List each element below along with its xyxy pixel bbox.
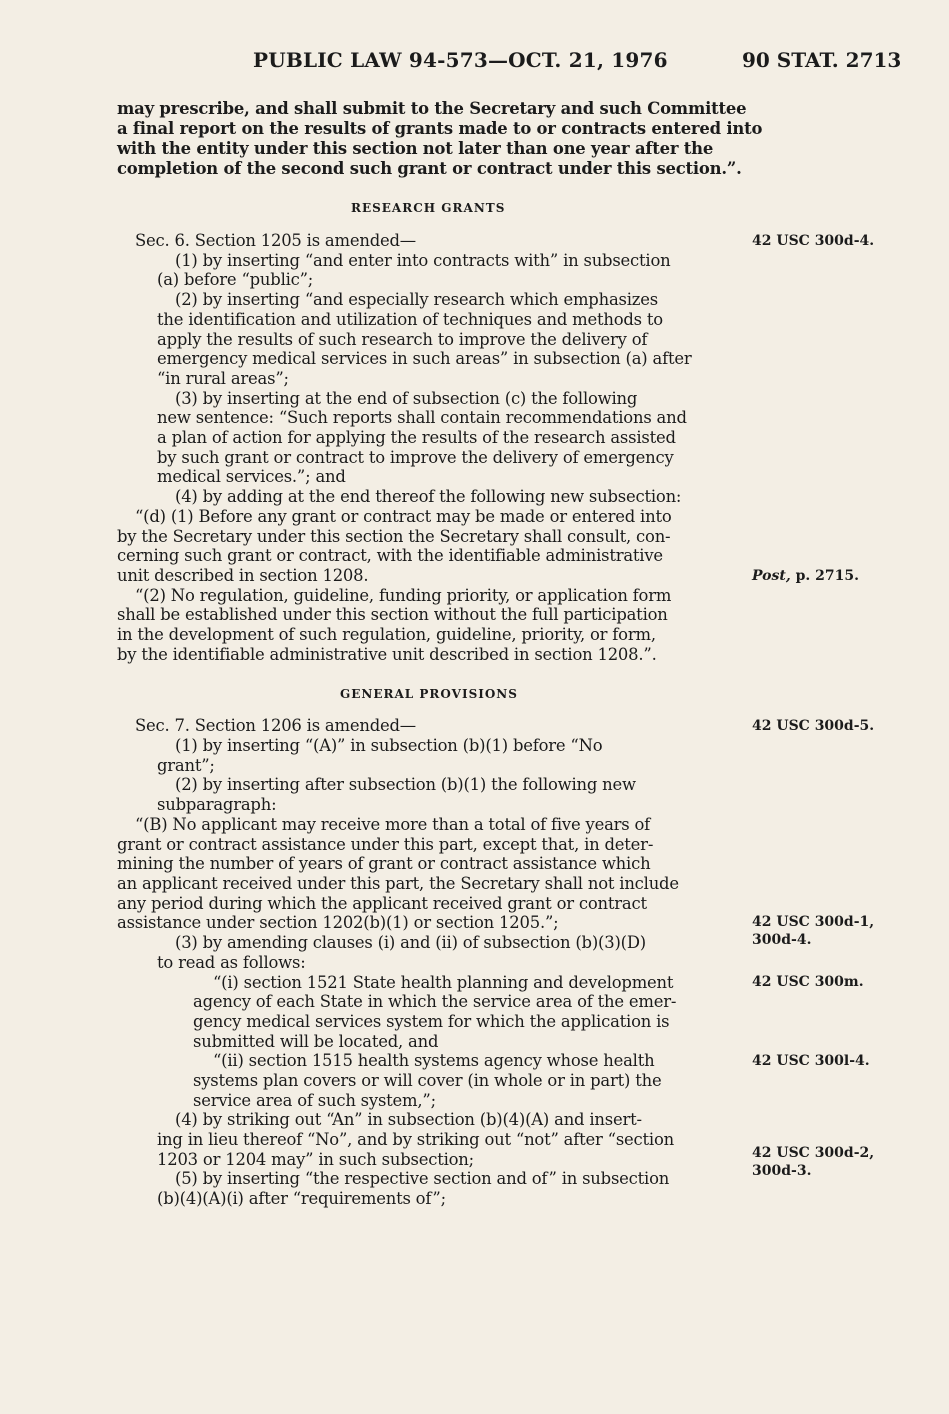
text-line: (2) by inserting after subsection (b)(1) the following new [175,775,636,794]
margin-note-citation: 42 USC 300d-1, [752,914,875,930]
margin-note-cross-reference [752,567,859,585]
text-line: by such grant or contract to improve the delivery of emergency [157,448,674,467]
text-line: (5) by inserting “the respective section and of” in subsection [175,1169,670,1188]
margin-note-citation: 42 USC 300d-2, [752,1145,875,1161]
text-line: mining the number of years of grant or contract assistance which [117,854,651,873]
text-line: assistance under section 1202(b)(1) or section 1205.”; [117,913,559,932]
text-line: to read as follows: [157,953,306,972]
text-line: by the Secretary under this section the Secretary shall consult, con- [117,527,671,546]
text-line: “in rural areas”; [157,369,289,388]
text-line: in the development of such regulation, guideline, priority, or form, [117,625,656,644]
text-line: a plan of action for applying the results of the research assisted [157,428,676,447]
text-line: with the entity under this section not later than one year after the [117,139,714,158]
text-line: subparagraph: [157,795,277,814]
text-line: apply the results of such research to improve the delivery of [157,330,648,349]
text-line: new sentence: “Such reports shall contain recommendations and [157,408,687,427]
text-line: cerning such grant or contract, with the identifiable administrative [117,546,663,565]
text-line: (1) by inserting “and enter into contracts with” in subsection [175,251,671,270]
margin-note-citation: 42 USC 300m. [752,974,864,990]
text-line: completion of the second such grant or contract under this section.”. [117,159,742,178]
text-line: submitted will be located, and [193,1032,439,1051]
text-line: gency medical services system for which the application is [193,1012,670,1031]
text-line: (a) before “public”; [157,270,314,289]
text-line: grant”; [157,756,215,775]
text-line: (1) by inserting “(A)” in subsection (b)(1) before “No [175,736,603,755]
text-line: an applicant received under this part, the Secretary shall not include [117,874,679,893]
margin-note-citation: 42 USC 300d-4. [752,233,875,249]
text-line: “(d) (1) Before any grant or contract may be made or entered into [135,507,672,526]
running-header-page: 90 STAT. 2713 [742,48,902,72]
text-line: emergency medical services in such areas” in subsection (a) after [157,349,692,368]
text-line: a final report on the results of grants made to or contracts entered into [117,119,763,138]
text-line: (b)(4)(A)(i) after “requirements of”; [157,1189,446,1208]
running-header-title: PUBLIC LAW 94-573—OCT. 21, 1976 [253,48,668,72]
text-line: “(ii) section 1515 health systems agency whose health [213,1051,655,1070]
margin-note-page: p. 2715. [795,568,859,584]
text-line: (3) by amending clauses (i) and (ii) of subsection (b)(3)(D) [175,933,646,952]
text-line: (4) by striking out “An” in subsection (b)(4)(A) and insert- [175,1110,642,1129]
text-line: ing in lieu thereof “No”, and by striking out “not” after “section [157,1130,674,1149]
text-line: “(2) No regulation, guideline, funding priority, or application form [135,586,672,605]
section-heading-research-grants: RESEARCH GRANTS [351,201,506,215]
margin-note-post: Post, [752,568,791,584]
text-line: service area of such system,”; [193,1091,436,1110]
text-line: Sec. 6. Section 1205 is amended— [135,231,416,250]
text-line: by the identifiable administrative unit described in section 1208.”. [117,645,657,664]
text-line: shall be established under this section without the full participation [117,605,668,624]
text-line: grant or contract assistance under this part, except that, in deter- [117,835,654,854]
text-line: (3) by inserting at the end of subsection (c) the following [175,389,638,408]
text-line: medical services.”; and [157,467,346,486]
text-line: agency of each State in which the service area of the emer- [193,992,677,1011]
text-line: “(i) section 1521 State health planning and development [213,973,674,992]
text-line: “(B) No applicant may receive more than a total of five years of [135,815,651,834]
text-line: any period during which the applicant received grant or contract [117,894,647,913]
text-line: (4) by adding at the end thereof the following new subsection: [175,487,682,506]
text-line: (2) by inserting “and especially research which emphasizes [175,290,658,309]
text-line: may prescribe, and shall submit to the Secretary and such Committee [117,99,747,118]
margin-note-citation: 300d-3. [752,1163,812,1179]
text-line: Sec. 7. Section 1206 is amended— [135,716,416,735]
text-line: the identification and utilization of techniques and methods to [157,310,663,329]
text-line: 1203 or 1204 may” in such subsection; [157,1150,474,1169]
margin-note-citation: 42 USC 300l-4. [752,1053,870,1069]
text-line: unit described in section 1208. [117,566,369,585]
text-line: systems plan covers or will cover (in whole or in part) the [193,1071,662,1090]
margin-note-citation: 300d-4. [752,932,812,948]
section-heading-general-provisions: GENERAL PROVISIONS [340,687,518,701]
margin-note-citation: 42 USC 300d-5. [752,718,875,734]
